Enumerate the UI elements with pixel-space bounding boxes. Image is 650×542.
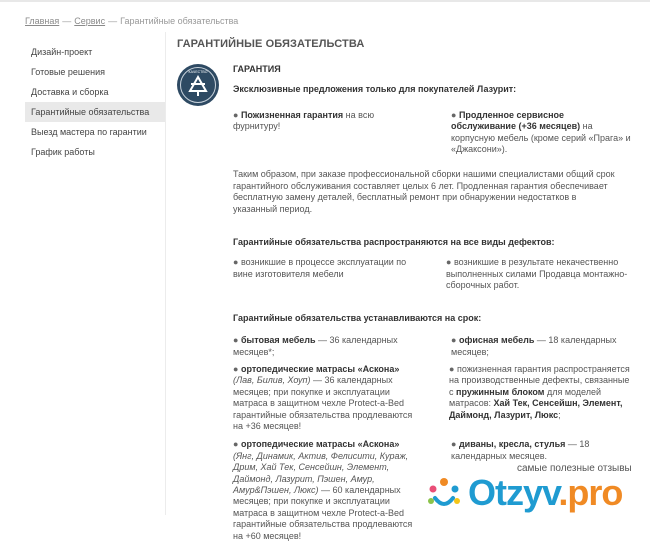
guarantee-heading: ГАРАНТИЯ xyxy=(233,64,281,74)
defects-heading: Гарантийные обязательства распространяются на все виды дефектов: xyxy=(233,237,555,248)
bullet: ● xyxy=(451,109,457,120)
watermark-brand-suffix: .pro xyxy=(558,472,623,513)
page-title: ГАРАНТИЙНЫЕ ОБЯЗАТЕЛЬСТВА xyxy=(177,38,365,50)
bullet: ● xyxy=(451,335,457,346)
bullet: ● xyxy=(233,257,239,268)
term-mattress-36-text: — 36 календарных месяцев; при покупке и эксплуатации матраса в защитном чехле Protect-a-Bed гарантийные обязательства продлеваются на +36 месяцев! xyxy=(233,375,413,431)
breadcrumb-current: Гарантийные обязательства xyxy=(120,16,239,26)
terms-heading: Гарантийные обязательства устанавливаются на срок: xyxy=(233,312,482,323)
term-household-bold: бытовая мебель xyxy=(240,335,316,346)
bullet: ● xyxy=(449,363,455,374)
bullet: ● xyxy=(233,439,239,450)
offer-extended-service xyxy=(451,110,631,156)
watermark-tagline: самые полезные отзывы xyxy=(517,463,632,474)
term-household xyxy=(233,335,413,358)
sidebar-item-master-visit[interactable]: Выезд мастера по гарантии xyxy=(31,127,147,137)
term-lifetime-bold: пружинным блоком xyxy=(456,386,545,397)
sidebar-item-schedule[interactable]: График работы xyxy=(31,147,95,157)
sidebar-item-design-project[interactable]: Дизайн-проект xyxy=(31,47,93,57)
exclusive-offer-heading: Эксклюзивные предложения только для покупателей Лазурит: xyxy=(233,84,517,95)
exclusive-offers xyxy=(233,110,631,156)
breadcrumb-service-link[interactable]: Сервис xyxy=(74,16,106,26)
term-mattress-60-bold: ортопедические матрасы «Аскона» xyxy=(240,439,400,450)
quality-badge-icon xyxy=(177,64,219,106)
term-lifetime-text: пожизненная гарантия распространяется на производственные дефекты, связанные с xyxy=(449,363,630,397)
defect-assembly xyxy=(446,257,631,291)
offer-left-text: на всю фурнитуру! xyxy=(233,109,375,132)
term-mattress-36-bold: ортопедические матрасы «Аскона» xyxy=(240,363,400,374)
otzyv-logo-icon xyxy=(424,474,464,514)
bullet: ● xyxy=(451,439,457,450)
term-office-text: — 18 календарных месяцев; xyxy=(451,335,617,357)
defect-left-text: возникшие в процессе эксплуатации по вине изготовителя мебели xyxy=(233,257,407,279)
term-mattress-60-text: — 60 календарных месяцев; при покупке и эксплуатации матраса в защитном чехле Protect-a-Bed гарантийные обязательства продлеваются на +60 месяцев! xyxy=(233,484,413,541)
guarantee-summary: Таким образом, при заказе профессиональной сборки нашими специалистами общий срок гарантийного обслуживания составляет целых 6 лет. Продленная гарантия обеспечивает бесплатную замену деталей, бесплатный ремонт при обнаружении недостатков в указанный период. xyxy=(233,169,615,214)
term-lifetime-models: Хай Тек, Сенсейшн, Элемент, Даймонд, Лазурит, Люкс xyxy=(449,398,623,420)
offer-right-text: на корпусную мебель (кроме серий «Прага» и «Джаксони»). xyxy=(451,121,631,155)
terms-row-2 xyxy=(233,364,631,432)
term-lifetime-end: ; xyxy=(558,409,561,420)
term-mattress-60-models: (Янг, Динамик, Актив, Фелисити, Кураж, Дрим, Хай Тек, Сенсейшн, Элемент, Даймонд, Лазурит, Пэшен, Амур, Амур&Пэшен, Люкс) xyxy=(233,450,409,495)
sidebar-item-delivery-assembly[interactable]: Доставка и сборка xyxy=(31,87,109,97)
top-border xyxy=(0,0,650,2)
term-lifetime-mid: для моделей матрасов: xyxy=(449,386,602,409)
sidebar-divider xyxy=(165,32,166,515)
term-lifetime-spring xyxy=(449,364,631,432)
offer-left-bold: Пожизненная гарантия xyxy=(240,109,344,120)
terms-row-1 xyxy=(233,335,631,358)
defect-right-text: возникшие в результате некачественно выполненных силами Продавца монтажно-сборочных работ. xyxy=(446,257,628,291)
bullet: ● xyxy=(446,257,452,268)
term-sofas-text: — 18 календарных месяцев. xyxy=(451,439,590,461)
defect-manufacturer xyxy=(233,257,413,291)
sidebar-item-ready-solutions[interactable]: Готовые решения xyxy=(31,67,105,77)
breadcrumb xyxy=(25,16,238,26)
term-office xyxy=(451,335,631,358)
watermark-brand-main: Otzyv xyxy=(468,472,559,513)
breadcrumb-separator: — xyxy=(108,16,118,26)
offer-right-bold: Продленное сервисное обслуживание (+36 месяцев) xyxy=(451,109,581,132)
term-mattress-60 xyxy=(233,439,421,542)
badge-text: КАЧЕСТВО xyxy=(188,70,208,74)
term-household-text: — 36 календарных месяцев*; xyxy=(233,335,398,357)
breadcrumb-separator: — xyxy=(62,16,72,26)
term-mattress-36 xyxy=(233,364,421,432)
term-mattress-36-models: (Лав, Билив, Хоуп) xyxy=(233,375,311,386)
bullet: ● xyxy=(233,109,239,120)
sidebar-nav xyxy=(25,42,165,162)
watermark-brand xyxy=(468,473,622,513)
breadcrumb-home-link[interactable]: Главная xyxy=(25,16,60,26)
offer-lifetime-guarantee xyxy=(233,110,423,156)
bullet: ● xyxy=(233,335,239,346)
term-sofas-bold: диваны, кресла, стулья xyxy=(458,439,566,450)
bullet: ● xyxy=(233,363,239,374)
term-office-bold: офисная мебель xyxy=(458,335,535,346)
defects-list xyxy=(233,257,631,291)
otzyv-watermark xyxy=(410,463,650,515)
sidebar-item-warranty[interactable]: Гарантийные обязательства xyxy=(25,102,165,122)
